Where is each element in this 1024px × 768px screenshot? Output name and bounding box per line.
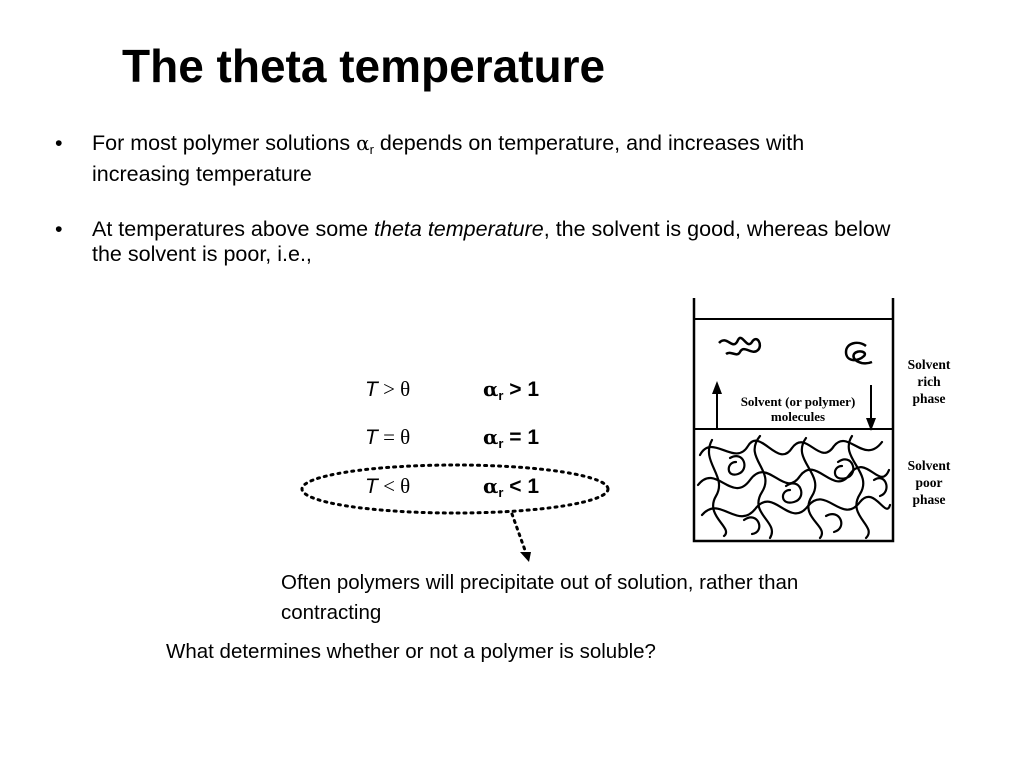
solvent-rich-label <box>899 356 959 407</box>
alpha-subscript: r <box>498 485 504 500</box>
alpha-symbol: α <box>483 474 499 498</box>
highlight-ellipse <box>302 465 608 513</box>
temperature-variable: T <box>365 475 378 498</box>
solubility-question: What determines whether or not a polymer is soluble? <box>166 640 656 663</box>
comparison-operator: < <box>377 474 401 498</box>
solvent-poor-label-line: Solvent <box>907 458 951 473</box>
temperature-variable: T <box>365 378 378 401</box>
temperature-variable: T <box>365 426 378 449</box>
precipitation-note: Often polymers will precipitate out of solution, rather than contracting <box>281 571 799 624</box>
theta-symbol: θ <box>400 474 411 498</box>
theta-symbol: θ <box>400 377 411 401</box>
callout-arrow <box>512 514 531 562</box>
slide-title: The theta temperature <box>122 40 606 92</box>
bullet-text-part: For most polymer solutions <box>92 131 357 155</box>
solvent-rich-label-line: Solvent <box>907 357 951 372</box>
alpha-subscript: r <box>498 436 504 451</box>
alpha-symbol: α <box>356 131 370 155</box>
solvent-rich-label-line: phase <box>912 391 946 406</box>
comparison-operator: = <box>377 425 401 449</box>
alpha-subscript: r <box>369 142 374 157</box>
bullet-marker: • <box>55 131 63 155</box>
bullet-text-part: At temperatures above some <box>92 217 375 241</box>
theta-symbol: θ <box>400 425 411 449</box>
relation-value: < 1 <box>503 475 540 498</box>
solvent-rich-label-line: rich <box>917 374 941 389</box>
relation-value: = 1 <box>503 426 540 449</box>
comparison-operator: > <box>377 377 401 401</box>
bullet-marker: • <box>55 217 63 241</box>
solvent-poor-label-line: poor <box>915 475 943 490</box>
molecules-label-line: Solvent (or polymer) <box>740 394 856 409</box>
bullet-text-part: , the solvent is good, whereas below the solvent is poor, i.e., <box>92 217 891 266</box>
alpha-symbol: α <box>483 425 499 449</box>
alpha-subscript: r <box>498 388 504 403</box>
solvent-poor-label <box>899 457 959 508</box>
theta-temperature-term: theta temperature <box>374 217 544 241</box>
alpha-symbol: α <box>483 377 499 401</box>
bullet-text-part: depends on temperature, and increases with increasing temperature <box>92 131 805 186</box>
molecules-label-line: molecules <box>770 409 826 424</box>
molecules-label <box>728 394 868 424</box>
solvent-poor-label-line: phase <box>912 492 946 507</box>
relation-value: > 1 <box>503 378 540 401</box>
